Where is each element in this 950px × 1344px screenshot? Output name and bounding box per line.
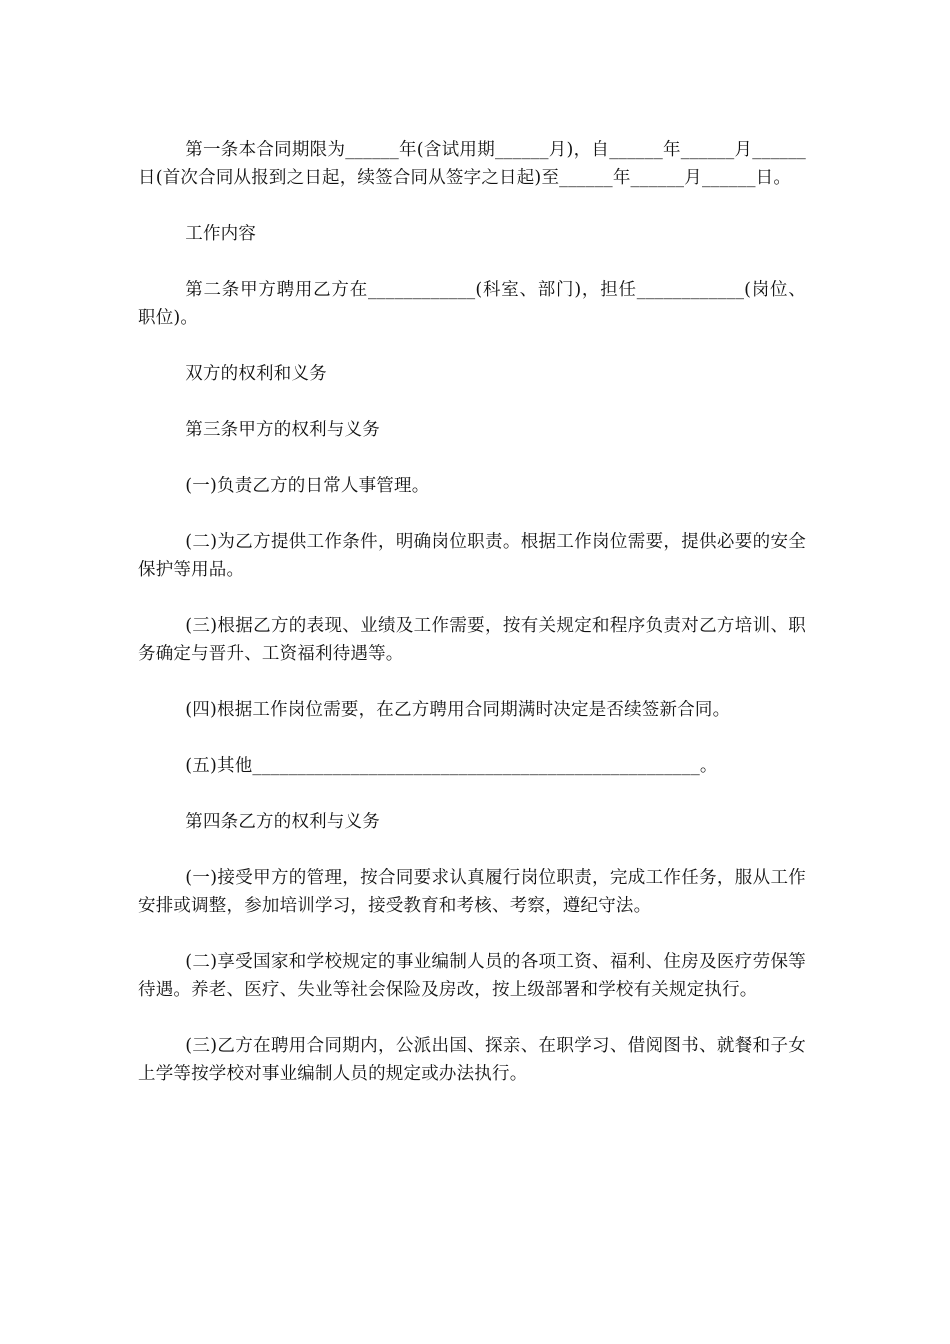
- clause-3-heading: 第三条甲方的权利与义务: [185, 420, 380, 440]
- clause-4-item-1: (一)接受甲方的管理，按合同要求认真履行岗位职责，完成工作任务，服从工作安排或调整，参加培训学习，接受教育和考核、考察，遵纪守法。: [138, 868, 806, 916]
- clause-4-item-3: (三)乙方在聘用合同期内，公派出国、探亲、在职学习、借阅图书、就餐和子女上学等按学校对事业编制人员的规定或办法执行。: [138, 1036, 806, 1084]
- clause-2-position: 第二条甲方聘用乙方在____________(科室、部门)，担任____________(岗位、职位)。: [138, 280, 806, 328]
- section-heading-rights-obligations: 双方的权利和义务: [185, 364, 327, 384]
- clause-1-term: 第一条本合同期限为______年(含试用期______月)，自______年______月______日(首次合同从报到之日起，续签合同从签字之日起)至______年______月______日。: [138, 140, 806, 188]
- clause-4-item-2: (二)享受国家和学校规定的事业编制人员的各项工资、福利、住房及医疗劳保等待遇。养老、医疗、失业等社会保险及房改，按上级部署和学校有关规定执行。: [138, 952, 806, 1000]
- clause-3-item-2: (二)为乙方提供工作条件，明确岗位职责。根据工作岗位需要，提供必要的安全保护等用品。: [138, 532, 806, 580]
- clause-3-item-4: (四)根据工作岗位需要，在乙方聘用合同期满时决定是否续签新合同。: [185, 700, 731, 720]
- clause-3-item-5: (五)其他__________________________________________________。: [185, 756, 718, 776]
- clause-3-item-3: (三)根据乙方的表现、业绩及工作需要，按有关规定和程序负责对乙方培训、职务确定与晋升、工资福利待遇等。: [138, 616, 806, 664]
- document-body: [138, 136, 806, 1116]
- section-heading-work-content: 工作内容: [185, 224, 257, 244]
- clause-4-heading: 第四条乙方的权利与义务: [185, 812, 380, 832]
- clause-3-item-1: (一)负责乙方的日常人事管理。: [185, 476, 430, 496]
